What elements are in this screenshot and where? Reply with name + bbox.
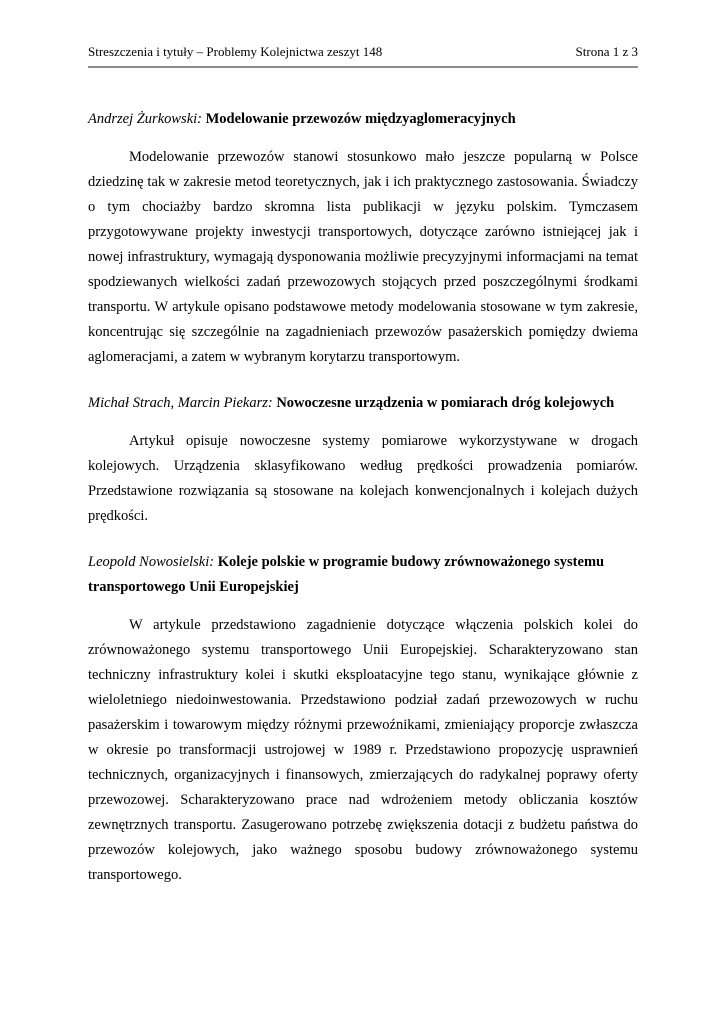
article-title: Modelowanie przewozów międzyaglomeracyjnych: [205, 111, 516, 127]
article-abstract: Artykuł opisuje nowoczesne systemy pomiarowe wykorzystywane w drogach kolejowych. Urządzenia sklasyfikowano według prędkości prowadzenia pomiarów. Przedstawione rozwiązania są stosowane na kolejach konwencjonalnych i kolejach dużych prędkości.: [88, 433, 638, 524]
article-title: Koleje polskie w programie budowy zrównoważonego systemu transportowego Unii Europejskiej: [88, 554, 605, 595]
page-number: Strona 1 z 3: [575, 44, 638, 59]
article-abstract: W artykule przedstawiono zagadnienie dotyczące włączenia polskich kolei do zrównoważonego systemu transportowego Unii Europejskiej. Scharakteryzowano stan techniczny infrastruktury kolei i skutki eksploatacyjne tego stanu, wynikające głównie z wieloletniego niedoinwestowania. Przedstawiono podział zadań przewozowych w ruchu pasażerskim i towarowym między różnymi przewoźnikami, zmieniający proporcje zwłaszcza w okresie po transformacji ustrojowej w 1989 r. Przedstawiono propozycję usprawnień technicznych, organizacyjnych i finansowych, zmierzających do radykalnej poprawy oferty przewozowej. Scharakteryzowano prace nad wdrożeniem metody obliczania kosztów zewnętrznych transportu. Zasugerowano potrzebę zwiększenia dotacji z budżetu państwa do przewozów kolejowych, jako ważnego sposobu budowy zrównoważonego systemu transportowego.: [88, 617, 638, 883]
page-header: [88, 44, 638, 60]
article-authors: Andrzej Żurkowski:: [88, 111, 202, 127]
article-authors: Leopold Nowosielski:: [88, 554, 215, 570]
article-heading: [88, 391, 638, 416]
header-rule: [88, 66, 638, 68]
article-abstract: Modelowanie przewozów stanowi stosunkowo mało jeszcze popularną w Polsce dziedzinę tak w zakresie metod teoretycznych, jak i ich praktycznego zastosowania. Świadczy o tym chociażby bardzo skromna lista publikacji w języku polskim. Tymczasem przygotowywane projekty inwestycji transportowych, dotyczące zarówno istniejącej jak i nowej infrastruktury, wymagają dysponowania możliwie precyzyjnymi informacjami na temat spodziewanych wielkości zadań przewozowych stojących przed poszczególnymi środkami transportu. W artykule opisano podstawowe metody modelowania stosowane w tym zakresie, koncentrując się szczególnie na zagadnieniach przewozów pasażerskich pomiędzy dwiema aglomeracjami, a zatem w wybranym korytarzu transportowym.: [88, 149, 638, 365]
article-zurkowski: [88, 107, 638, 370]
article-heading: [88, 550, 638, 600]
article-title: Nowoczesne urządzenia w pomiarach dróg kolejowych: [276, 395, 615, 411]
article-authors: Michał Strach, Marcin Piekarz:: [88, 395, 273, 411]
article-heading: [88, 107, 638, 132]
header-title: Streszczenia i tytuły – Problemy Kolejnictwa zeszyt 148: [88, 44, 383, 59]
article-strach-piekarz: [88, 391, 638, 529]
article-nowosielski: [88, 550, 638, 888]
